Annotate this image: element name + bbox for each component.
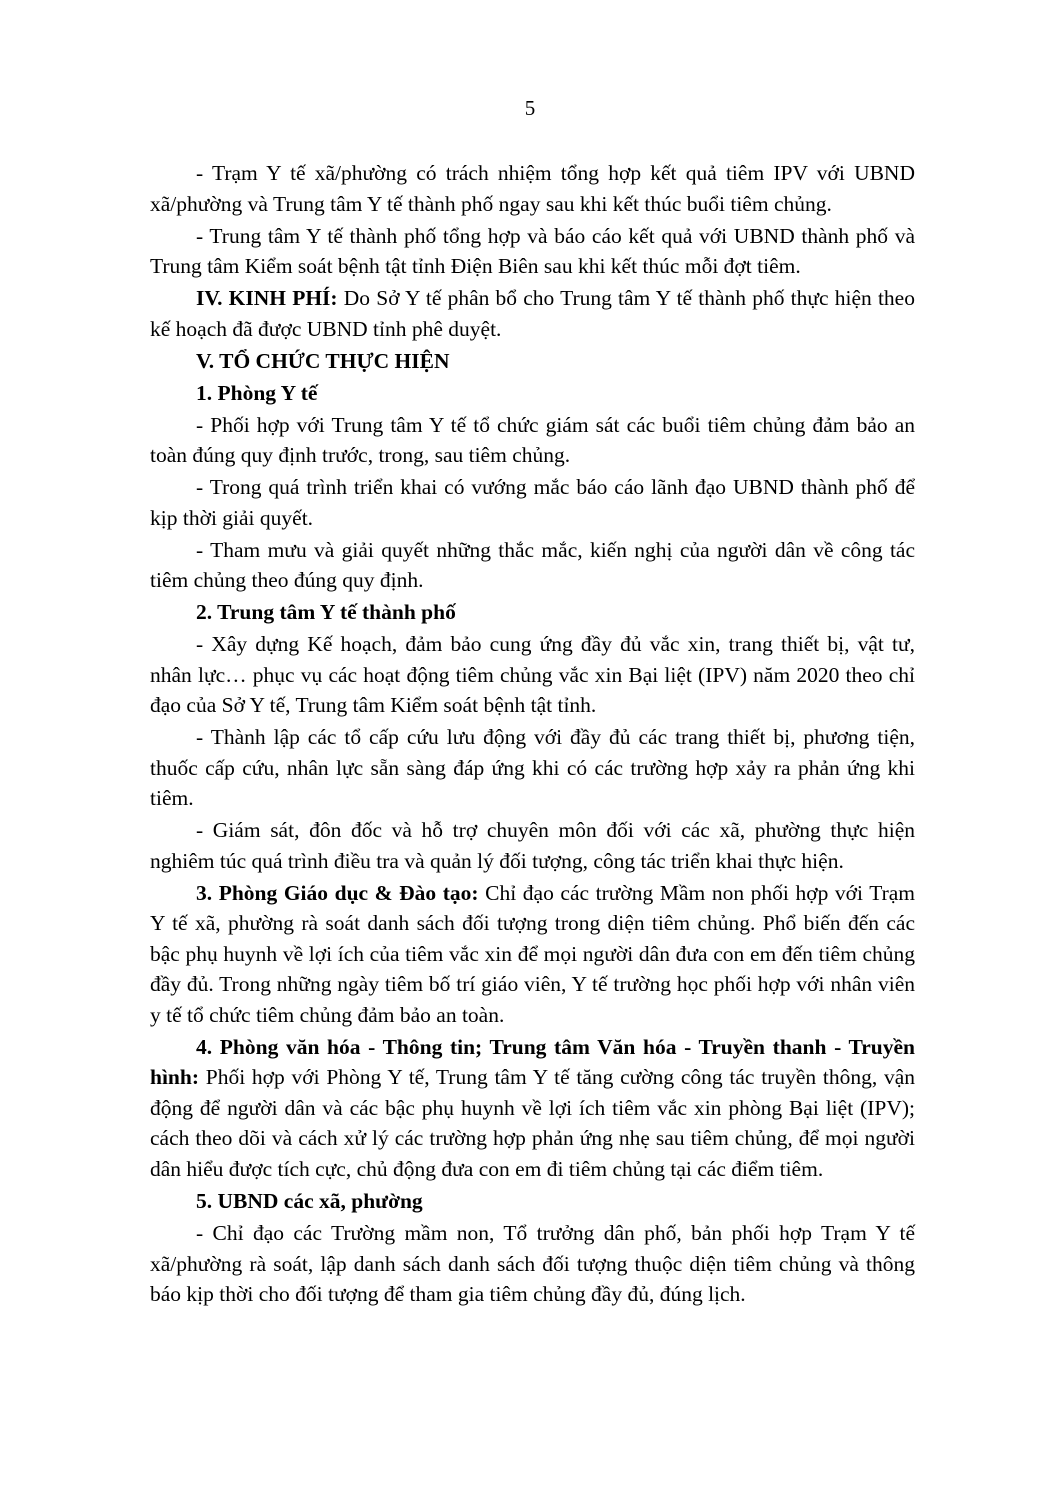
page-number: 5 (524, 96, 536, 120)
paragraph: - Trạm Y tế xã/phường có trách nhiệm tổng hợp kết quả tiêm IPV với UBND xã/phường và Trung tâm Y tế thành phố ngay sau khi kết thúc buổi tiêm chủng. (150, 161, 915, 216)
section-heading-text: Phối hợp với Phòng Y tế, Trung tâm Y tế tăng cường công tác truyền thông, vận động để người dân và các bậc phụ huynh về lợi ích tiêm vắc xin phòng Bại liệt (IPV); cách theo dõi và cách xử lý các trường hợp phản ứng nhẹ sau tiêm chủng, để mọi người dân hiểu được tích cực, chủ động đưa con em đi tiêm chủng tại các điểm tiêm. (150, 1065, 915, 1181)
section-heading-phong-van-hoa (150, 1032, 915, 1185)
section-heading-trung-tam-y-te (150, 597, 915, 628)
section-heading-phong-giao-duc (150, 878, 915, 1031)
section-heading-label: 5. UBND các xã, phường (196, 1189, 423, 1214)
section-heading-label: IV. KINH PHÍ: (196, 286, 338, 311)
document-body (150, 158, 915, 1311)
section-heading-label: 3. Phòng Giáo dục & Đào tạo: (196, 880, 479, 905)
section-heading-label: V. TỔ CHỨC THỰC HIỆN (196, 348, 450, 373)
paragraph: - Tham mưu và giải quyết những thắc mắc, kiến nghị của người dân về công tác tiêm chủng theo đúng quy định. (150, 537, 915, 593)
paragraph: - Phối hợp với Trung tâm Y tế tổ chức giám sát các buổi tiêm chủng đảm bảo an toàn đúng quy định trước, trong, sau tiêm chủng. (150, 412, 915, 468)
section-heading-ubnd-xa-phuong (150, 1186, 915, 1217)
section-heading-label: 4. Phòng văn hóa - Thông tin; Trung tâm Văn hóa - Truyền thanh - Truyền hình: (150, 1034, 915, 1090)
paragraph: - Thành lập các tổ cấp cứu lưu động với đầy đủ các trang thiết bị, phương tiện, thuốc cấp cứu, nhân lực sẵn sàng đáp ứng khi có các trường hợp xảy ra phản ứng khi tiêm. (150, 725, 915, 811)
paragraph: - Chỉ đạo các Trường mầm non, Tổ trưởng dân phố, bản phối hợp Trạm Y tế xã/phường rà soát, lập danh sách danh sách đối tượng thuộc diện tiêm chủng và thông báo kịp thời cho đối tượng để tham gia tiêm chủng đầy đủ, đúng lịch. (150, 1221, 915, 1307)
paragraph: - Xây dựng Kế hoạch, đảm bảo cung ứng đầy đủ vắc xin, trang thiết bị, vật tư, nhân lực… phục vụ các hoạt động tiêm chủng vắc xin Bại liệt (IPV) năm 2020 theo chỉ đạo của Sở Y tế, Trung tâm Kiểm soát bệnh tật tỉnh. (150, 632, 915, 718)
section-heading-phong-y-te (150, 378, 915, 409)
paragraph: - Trong quá trình triển khai có vướng mắc báo cáo lãnh đạo UBND thành phố để kịp thời giải quyết. (150, 475, 915, 530)
paragraph: - Trung tâm Y tế thành phố tổng hợp và báo cáo kết quả với UBND thành phố và Trung tâm Kiểm soát bệnh tật tỉnh Điện Biên sau khi kết thúc mỗi đợt tiêm. (150, 223, 915, 279)
section-heading-text: Do Sở Y tế phân bổ cho Trung tâm Y tế thành phố thực hiện theo kế hoạch đã được UBND tỉnh phê duyệt. (150, 286, 915, 341)
section-heading-to-chuc-thuc-hien (150, 346, 915, 377)
paragraph: - Giám sát, đôn đốc và hỗ trợ chuyên môn đối với các xã, phường thực hiện nghiêm túc quá trình điều tra và quản lý đối tượng, công tác triển khai thực hiện. (150, 818, 915, 873)
section-heading-label: 2. Trung tâm Y tế thành phố (196, 600, 456, 625)
section-heading-label: 1. Phòng Y tế (196, 380, 318, 405)
section-heading-kinh-phi (150, 283, 915, 344)
section-heading-text: Chỉ đạo các trường Mầm non phối hợp với Trạm Y tế xã, phường rà soát danh sách đối tượng trong diện tiêm chủng. Phổ biến đến các bậc phụ huynh về lợi ích của tiêm vắc xin để mọi người dân đưa con em đến tiêm chủng đầy đủ. Trong những ngày tiêm bố trí giáo viên, Y tế trường học phối hợp với nhân viên y tế tổ chức tiêm chủng đảm bảo an toàn. (150, 880, 916, 1027)
